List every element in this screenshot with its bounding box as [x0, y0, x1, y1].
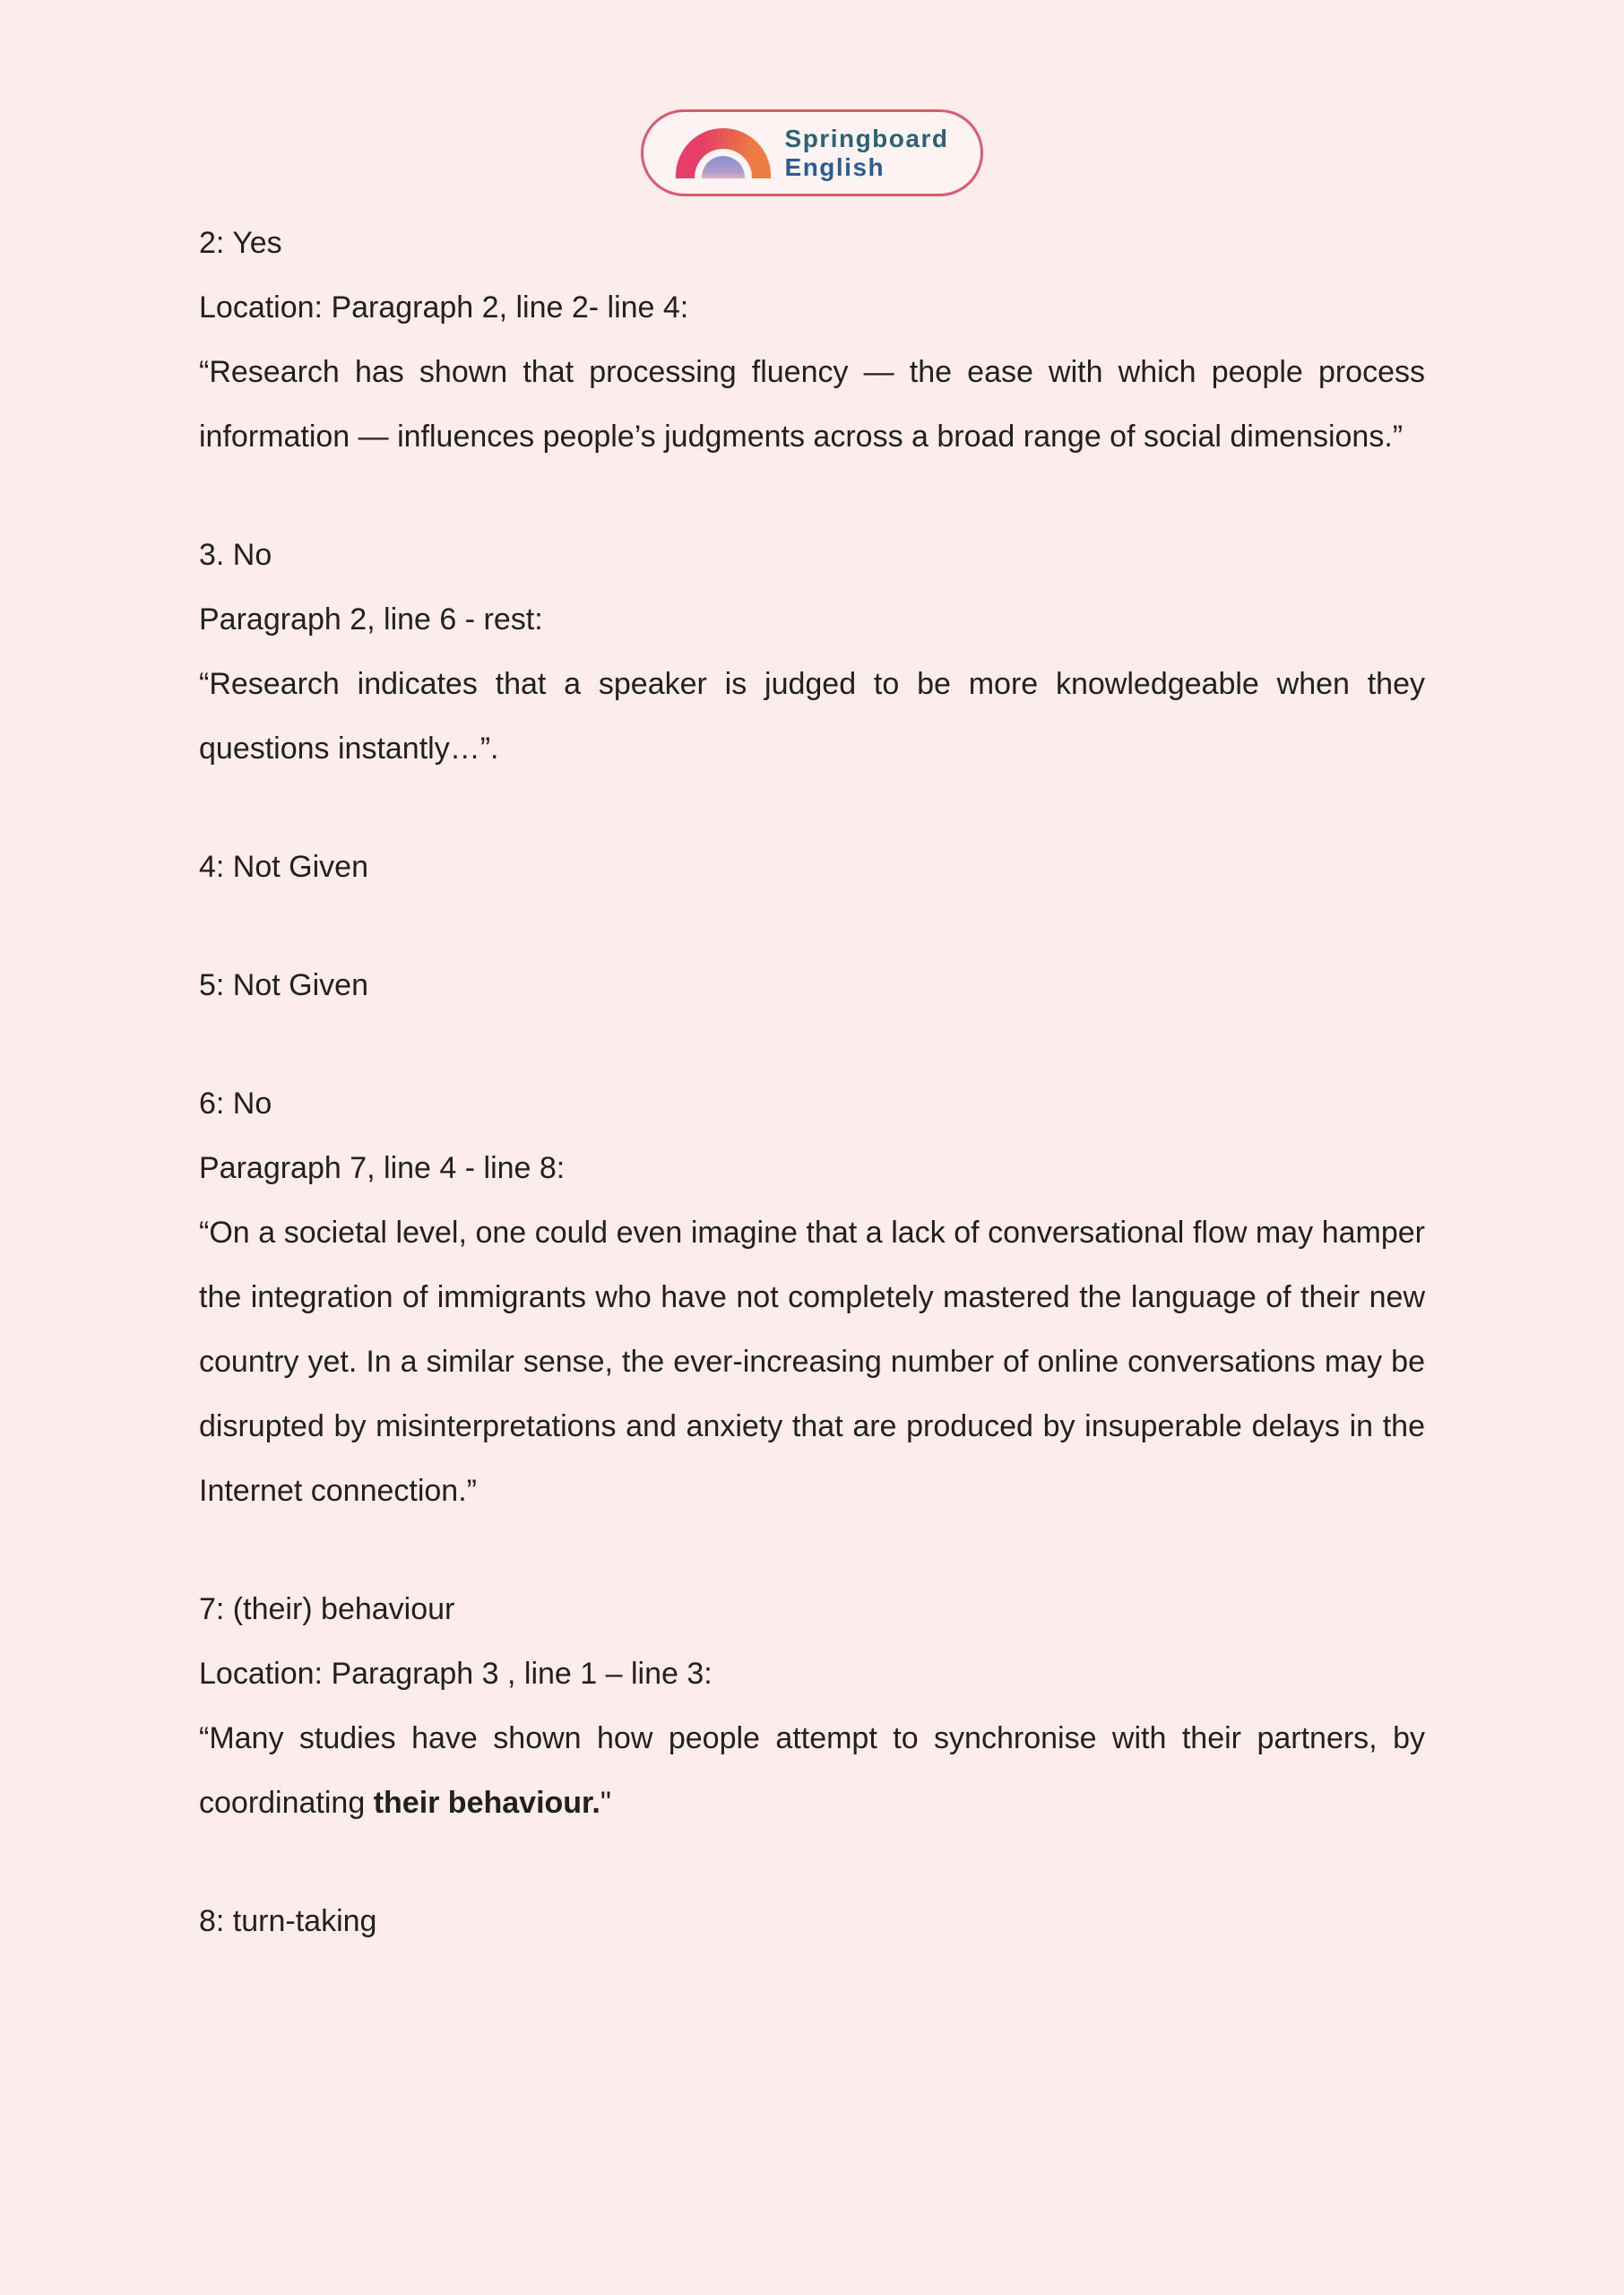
- answer-label: 8: turn-taking: [199, 1904, 377, 1938]
- answer-item-q5: [199, 953, 1425, 1018]
- answer-label: 4: Not Given: [199, 850, 368, 884]
- quote-prefix: “Many studies have shown how people attempt to synchronise with their partners, by coordinating: [199, 1721, 1425, 1820]
- answer-location: Location: Paragraph 2, line 2- line 4:: [199, 290, 689, 325]
- answer-item-q7: [199, 1577, 1425, 1835]
- logo-wordmark-line2: English: [784, 152, 885, 181]
- answer-label: 2: Yes: [199, 226, 282, 260]
- logo-wordmark: [785, 125, 949, 182]
- answer-item-q2: [199, 211, 1425, 469]
- answer-label: 6: No: [199, 1087, 272, 1121]
- logo-wordmark-line1: Springboard: [784, 124, 949, 152]
- answer-quote: “Research indicates that a speaker is judged to be more knowledgeable when they questions instantly…”.: [199, 667, 1425, 766]
- answer-location: Paragraph 7, line 4 - line 8:: [199, 1151, 566, 1185]
- answer-item-q3: [199, 523, 1425, 781]
- logo-header: [0, 0, 1624, 196]
- answer-item-q8: [199, 1889, 1425, 1953]
- answer-label: 5: Not Given: [199, 968, 368, 1002]
- answer-key-content: [0, 196, 1624, 1953]
- answer-item-q4: [199, 835, 1425, 899]
- answer-quote: [199, 1706, 1425, 1835]
- springboard-english-logo: [641, 109, 983, 196]
- answer-label: 3. No: [199, 538, 272, 572]
- answer-label: 7: (their) behaviour: [199, 1592, 455, 1626]
- quote-bold-phrase: their behaviour.: [373, 1786, 600, 1820]
- answer-quote: “Research has shown that processing fluency — the ease with which people process information — influences people’s judgments across a broad range of social dimensions.”: [199, 355, 1425, 454]
- answer-quote: “On a societal level, one could even imagine that a lack of conversational flow may hamper the integration of immigrants who have not completely mastered the language of their new country yet. In a similar sense, the ever-increasing number of online conversations may be disrupted by misinterpretations and anxiety that are produced by insuperable delays in the Internet connection.”: [199, 1216, 1425, 1508]
- answer-item-q6: [199, 1071, 1425, 1523]
- rainbow-arch-icon: [676, 128, 771, 178]
- answer-location: Location: Paragraph 3 , line 1 – line 3:: [199, 1657, 713, 1691]
- quote-suffix: ": [600, 1786, 611, 1820]
- answer-location: Paragraph 2, line 6 - rest:: [199, 602, 543, 637]
